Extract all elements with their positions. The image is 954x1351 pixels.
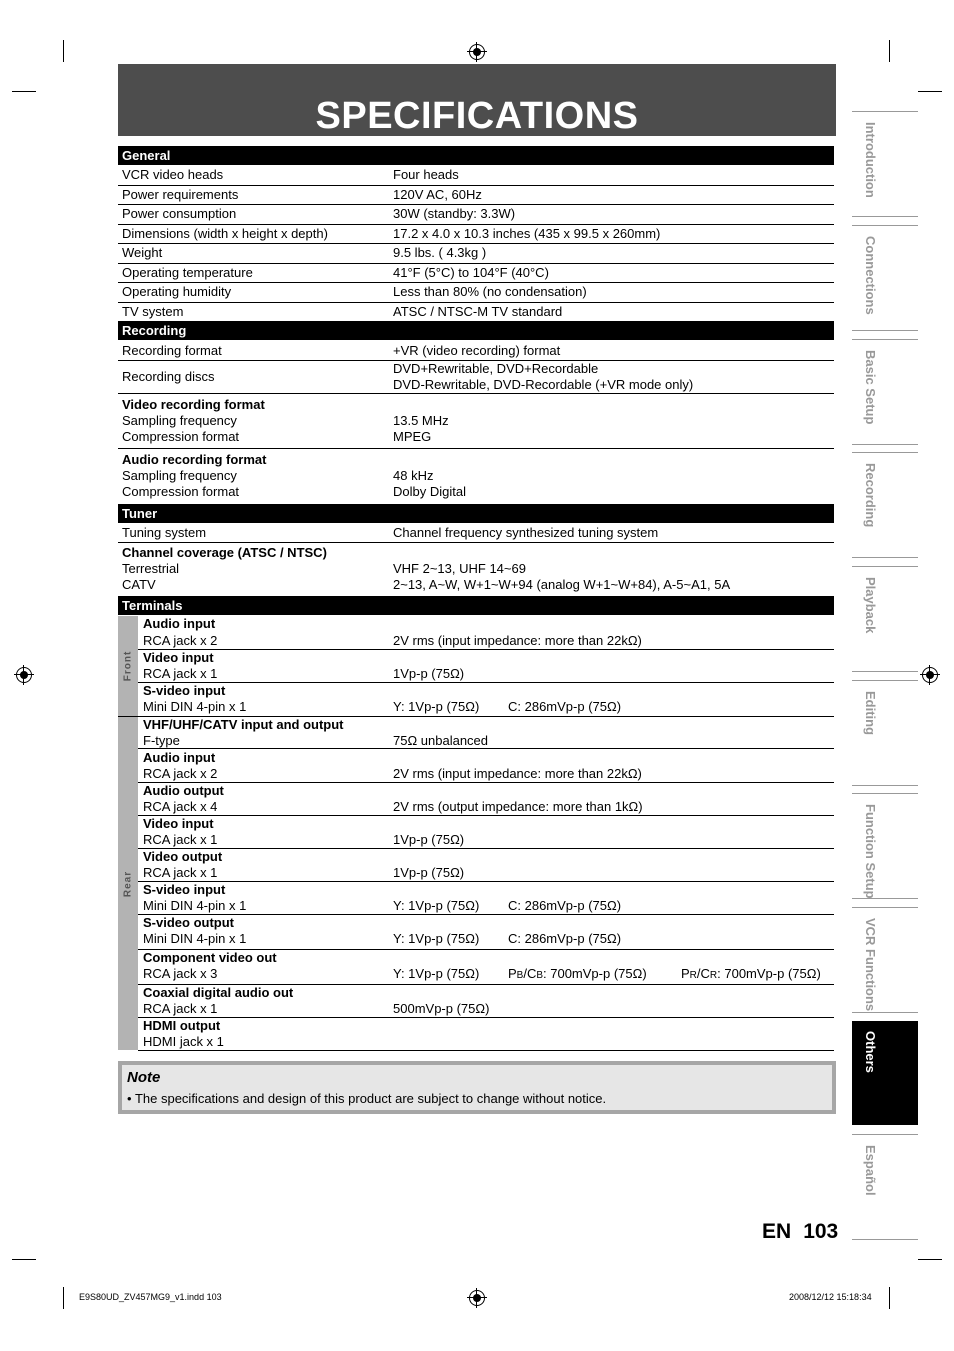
terminal-type: RCA jack x 1 bbox=[143, 832, 218, 847]
terminal-value: C: 286mVp-p (75Ω) bbox=[508, 931, 622, 946]
table-row bbox=[138, 783, 834, 816]
spec-value: 17.2 x 4.0 x 10.3 inches (435 x 99.5 x 260mm) bbox=[393, 226, 661, 241]
spec-label: TV system bbox=[122, 304, 184, 319]
spec-value: ATSC / NTSC-M TV standard bbox=[393, 304, 563, 319]
registration-mark-icon bbox=[922, 667, 938, 683]
spec-value: VHF 2~13, UHF 14~69 bbox=[393, 561, 526, 576]
spec-label: Weight bbox=[122, 245, 163, 260]
tab-espanol[interactable]: Español bbox=[852, 1134, 918, 1240]
terminal-value: 1Vp-p (75Ω) bbox=[393, 666, 465, 681]
terminal-value-pr: PR/CR: 700mVp-p (75Ω) bbox=[681, 966, 821, 981]
tab-basic-setup[interactable]: Basic Setup bbox=[852, 339, 918, 445]
spec-label: Sampling frequency bbox=[122, 413, 237, 428]
tab-playback[interactable]: Playback bbox=[852, 566, 918, 672]
note-heading: Note bbox=[127, 1069, 161, 1086]
table-row bbox=[118, 244, 834, 264]
terminal-title: Video input bbox=[143, 816, 214, 831]
terminal-value: 2V rms (output impedance: more than 1kΩ) bbox=[393, 799, 643, 814]
terminal-title: VHF/UHF/CATV input and output bbox=[143, 717, 344, 732]
spec-label: Compression format bbox=[122, 429, 240, 444]
registration-mark-icon bbox=[16, 667, 32, 683]
terminal-type: Mini DIN 4-pin x 1 bbox=[143, 699, 247, 714]
spec-label: Sampling frequency bbox=[122, 468, 237, 483]
terminal-value-pb: PB/CB: 700mVp-p (75Ω) bbox=[508, 966, 647, 981]
terminal-type: RCA jack x 2 bbox=[143, 633, 218, 648]
terminal-title: Audio input bbox=[143, 616, 216, 631]
terminal-value: 2V rms (input impedance: more than 22kΩ) bbox=[393, 766, 642, 781]
spec-label: CATV bbox=[122, 577, 156, 592]
table-row bbox=[138, 717, 834, 749]
spec-label: Compression format bbox=[122, 484, 240, 499]
spec-label: VCR video heads bbox=[122, 167, 224, 182]
registration-mark-icon bbox=[469, 1290, 485, 1306]
crop-mark bbox=[12, 1259, 36, 1260]
terminal-type: RCA jack x 1 bbox=[143, 1001, 218, 1016]
table-row bbox=[138, 915, 834, 950]
crop-mark bbox=[889, 1287, 890, 1309]
crop-mark bbox=[918, 1259, 942, 1260]
table-row bbox=[138, 683, 834, 715]
spec-value: Dolby Digital bbox=[393, 484, 466, 499]
spec-value: Four heads bbox=[393, 167, 459, 182]
terminal-type: HDMI jack x 1 bbox=[143, 1034, 224, 1049]
terminal-type: Mini DIN 4-pin x 1 bbox=[143, 931, 247, 946]
tab-function-setup[interactable]: Function Setup bbox=[852, 793, 918, 899]
terminal-value: 75Ω unbalanced bbox=[393, 733, 489, 748]
terminal-value: 1Vp-p (75Ω) bbox=[393, 832, 465, 847]
tab-connections[interactable]: Connections bbox=[852, 225, 918, 331]
terminal-type: RCA jack x 3 bbox=[143, 966, 218, 981]
terminal-title: Video input bbox=[143, 650, 214, 665]
terminal-value: Y: 1Vp-p (75Ω) bbox=[393, 931, 480, 946]
tab-recording[interactable]: Recording bbox=[852, 452, 918, 558]
terminal-value: Y: 1Vp-p (75Ω) bbox=[393, 898, 480, 913]
table-row bbox=[118, 205, 834, 225]
table-row bbox=[118, 303, 834, 321]
table-row bbox=[118, 225, 834, 244]
spec-label: Operating temperature bbox=[122, 265, 253, 280]
terminal-type: RCA jack x 4 bbox=[143, 799, 218, 814]
spec-label: Operating humidity bbox=[122, 284, 232, 299]
table-row bbox=[118, 341, 834, 361]
terminal-value: Y: 1Vp-p (75Ω) bbox=[393, 699, 480, 714]
table-row bbox=[138, 950, 834, 985]
spec-label: Power consumption bbox=[122, 206, 237, 221]
footer-file: E9S80UD_ZV457MG9_v1.indd 103 bbox=[79, 1292, 222, 1302]
terminal-title: S-video input bbox=[143, 683, 226, 698]
spec-group-title: Channel coverage (ATSC / NTSC) bbox=[122, 545, 327, 560]
footer-date: 2008/12/12 15:18:34 bbox=[789, 1292, 872, 1302]
spec-value: DVD-Rewritable, DVD-Recordable (+VR mode only) bbox=[393, 377, 694, 392]
terminal-type: Mini DIN 4-pin x 1 bbox=[143, 898, 247, 913]
table-row bbox=[118, 361, 834, 394]
terminal-title: Video output bbox=[143, 849, 223, 864]
table-row bbox=[118, 524, 834, 543]
spec-value: 120V AC, 60Hz bbox=[393, 187, 482, 202]
tab-others[interactable]: Others bbox=[852, 1021, 918, 1125]
crop-mark bbox=[889, 40, 890, 62]
terminal-type: F-type bbox=[143, 733, 180, 748]
terminal-type: RCA jack x 2 bbox=[143, 766, 218, 781]
terminal-title: Audio input bbox=[143, 750, 216, 765]
note-text: • The specifications and design of this product are subject to change without notice. bbox=[127, 1091, 607, 1106]
terminal-title: HDMI output bbox=[143, 1018, 221, 1033]
spec-value: 48 kHz bbox=[393, 468, 434, 483]
crop-mark bbox=[63, 40, 64, 62]
page-number: EN 103 bbox=[762, 1220, 839, 1243]
terminal-type: RCA jack x 1 bbox=[143, 666, 218, 681]
rear-group-label: Rear bbox=[118, 717, 138, 1050]
spec-label: Recording format bbox=[122, 343, 222, 358]
table-row bbox=[118, 264, 834, 283]
table-row bbox=[138, 1018, 834, 1051]
table-row bbox=[138, 985, 834, 1018]
terminal-value: Y: 1Vp-p (75Ω) bbox=[393, 966, 480, 981]
terminal-title: S-video input bbox=[143, 882, 226, 897]
table-row bbox=[118, 186, 834, 205]
spec-value: MPEG bbox=[393, 429, 432, 444]
spec-value: 30W (standby: 3.3W) bbox=[393, 206, 516, 221]
table-row bbox=[138, 849, 834, 882]
terminal-title: Component video out bbox=[143, 950, 277, 965]
spec-value: Channel frequency synthesized tuning system bbox=[393, 525, 659, 540]
table-row bbox=[118, 166, 834, 186]
spec-value: 13.5 MHz bbox=[393, 413, 449, 428]
table-row bbox=[138, 749, 834, 783]
crop-mark bbox=[12, 91, 36, 92]
terminal-value: C: 286mVp-p (75Ω) bbox=[508, 898, 622, 913]
terminal-value: 500mVp-p (75Ω) bbox=[393, 1001, 490, 1016]
tab-introduction[interactable]: Introduction bbox=[852, 111, 918, 217]
table-row bbox=[118, 394, 834, 449]
section-header-tuner: Tuner bbox=[118, 504, 834, 523]
crop-mark bbox=[918, 91, 942, 92]
terminal-value: 1Vp-p (75Ω) bbox=[393, 865, 465, 880]
table-row bbox=[118, 543, 834, 595]
terminal-value: 2V rms (input impedance: more than 22kΩ) bbox=[393, 633, 642, 648]
spec-value: 2~13, A~W, W+1~W+94 (analog W+1~W+84), A-5~A1, 5A bbox=[393, 577, 731, 592]
spec-value: 9.5 lbs. ( 4.3kg ) bbox=[393, 245, 487, 260]
section-header-recording: Recording bbox=[118, 321, 834, 340]
table-row bbox=[138, 650, 834, 683]
spec-value: +VR (video recording) format bbox=[393, 343, 561, 358]
table-row bbox=[118, 283, 834, 303]
spec-value: DVD+Rewritable, DVD+Recordable bbox=[393, 361, 599, 376]
spec-group-title: Video recording format bbox=[122, 397, 265, 412]
spec-value: 41°F (5°C) to 104°F (40°C) bbox=[393, 265, 549, 280]
section-header-general: General bbox=[118, 146, 834, 165]
spec-label: Dimensions (width x height x depth) bbox=[122, 226, 328, 241]
spec-label: Power requirements bbox=[122, 187, 239, 202]
front-group-label: Front bbox=[118, 616, 138, 716]
note-inner bbox=[122, 1065, 832, 1110]
crop-mark bbox=[63, 1287, 64, 1309]
terminal-title: S-video output bbox=[143, 915, 234, 930]
table-row bbox=[138, 882, 834, 915]
table-row bbox=[138, 616, 834, 650]
table-row bbox=[138, 816, 834, 849]
terminal-value: C: 286mVp-p (75Ω) bbox=[508, 699, 622, 714]
table-row bbox=[118, 449, 834, 503]
spec-label: Terrestrial bbox=[122, 561, 180, 576]
registration-mark-icon bbox=[469, 44, 485, 60]
terminal-title: Coaxial digital audio out bbox=[143, 985, 294, 1000]
tab-vcr-functions[interactable]: VCR Functions bbox=[852, 907, 918, 1013]
spec-group-title: Audio recording format bbox=[122, 452, 267, 467]
page-title: SPECIFICATIONS bbox=[315, 95, 639, 137]
spec-value: Less than 80% (no condensation) bbox=[393, 284, 587, 299]
note-box bbox=[118, 1061, 836, 1114]
spec-label: Tuning system bbox=[122, 525, 207, 540]
terminal-title: Audio output bbox=[143, 783, 224, 798]
title-bar bbox=[118, 64, 836, 136]
section-header-terminals: Terminals bbox=[118, 596, 834, 615]
terminal-type: RCA jack x 1 bbox=[143, 865, 218, 880]
spec-label: Recording discs bbox=[122, 369, 215, 384]
tab-editing[interactable]: Editing bbox=[852, 680, 918, 786]
